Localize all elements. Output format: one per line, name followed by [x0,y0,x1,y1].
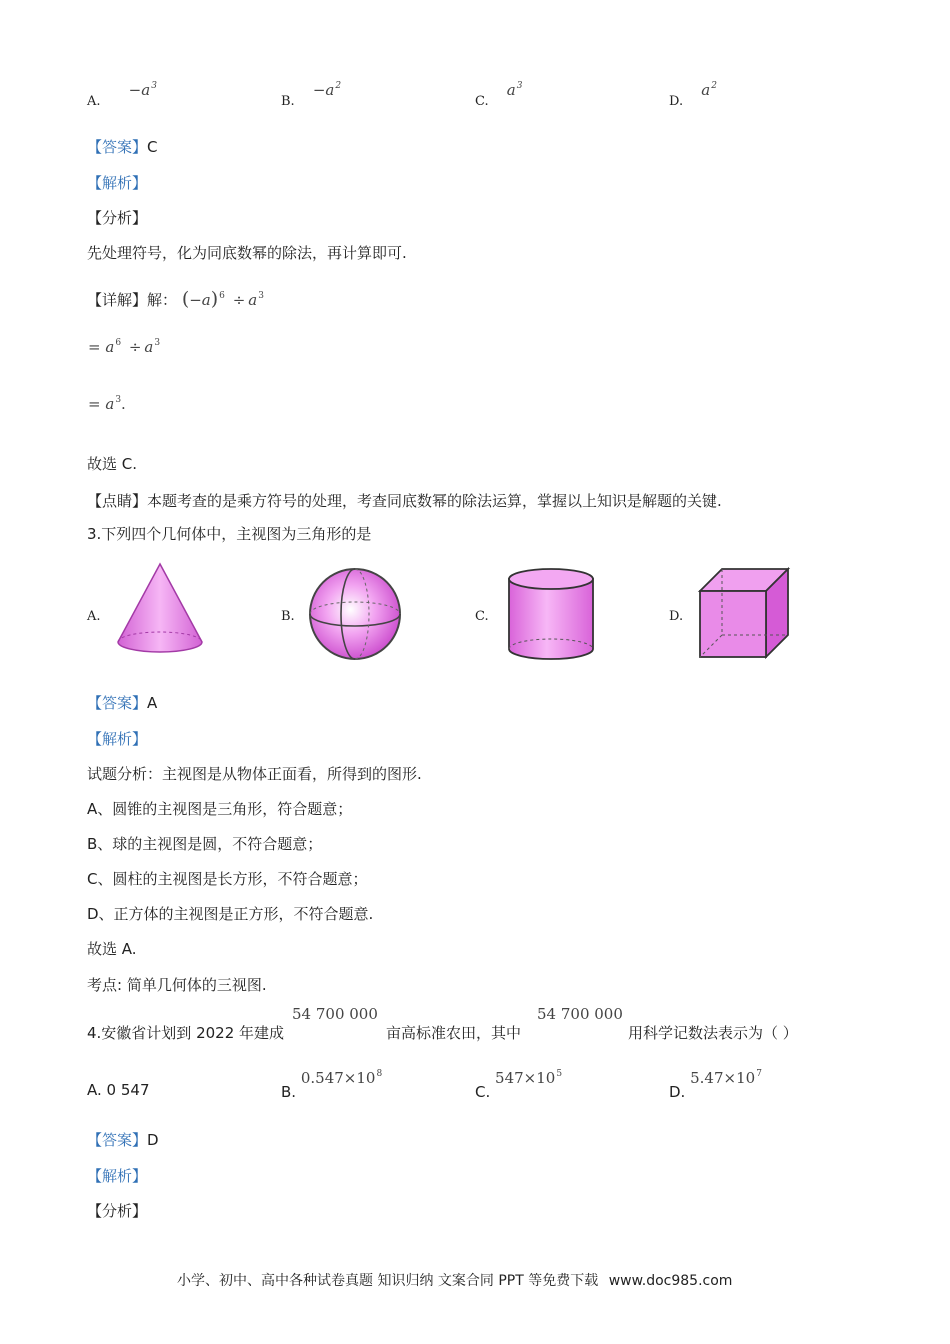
formula-step1: $(-a)^6 \div a^3$ [181,288,264,310]
q3-jiexi-tag: 【解析】 [87,730,148,748]
q3-option-c-label: C. [475,609,489,624]
answer-tag: 【答案】 [87,694,148,712]
q4-question-part2: 亩高标准农田，其中 [386,1024,522,1042]
q4-jiexi-tag: 【解析】 [87,1167,148,1185]
cylinder-figure [505,565,597,663]
formula-step3: = $a^3$. [88,395,126,413]
q2-option-b: B. $-a^2$ [281,81,342,109]
q4-answer-line [87,1129,159,1150]
q4-option-c: C. $547\times 10^5$ [475,1069,563,1101]
q2-xiangjie-line: 【详解】解： $(-a)^6 \div a^3$ [87,288,264,310]
answer-value: C [147,138,158,156]
q4-option-b: B. $0.547\times 10^8$ [281,1069,383,1101]
q3-option-d-label: D. [669,609,684,624]
footer-text: 小学、初中、高中各种试卷真题 知识归纳 文案合同 PPT 等免费下载 [177,1273,599,1289]
answer-value: D [147,1131,159,1149]
answer-tag: 【答案】 [87,1131,148,1149]
footer-link[interactable]: www.doc985.com [608,1273,733,1289]
q3-line-1: 试题分析：主视图是从物体正面看，所得到的图形. [87,765,422,783]
q3-line-7: 考点: 简单几何体的三视图. [87,976,267,994]
q3-answer-line [87,692,157,713]
q4-option-a: A. 0 547 [87,1081,150,1099]
q3-question: 3.下列四个几何体中，主视图为三角形的是 [87,525,372,543]
sphere-figure [306,565,404,663]
q3-line-5: D、正方体的主视图是正方形，不符合题意. [87,905,374,923]
q3-line-3: B、球的主视图是圆，不符合题意； [87,835,323,853]
q4-number-2: 54 700 000 [537,1005,623,1023]
q4-option-d: D. $5.47\times 10^7$ [669,1069,762,1101]
cone-figure [112,560,208,656]
formula-step2: = $a^6 \div a^3$ [88,338,161,356]
cube-figure [696,565,792,661]
q3-line-6: 故选 A. [87,940,137,958]
q4-number-1: 54 700 000 [292,1005,378,1023]
q2-fenxi-text: 先处理符号，化为同底数幂的除法，再计算即可. [87,244,407,262]
q2-dianjing-line: 【点睛】本题考查的是乘方符号的处理，考查同底数幂的除法运算，掌握以上知识是解题的关键. [87,492,722,510]
q2-fenxi-tag: 【分析】 [87,209,148,227]
q4-question-part3: 用科学记数法表示为（ ） [628,1024,798,1042]
q3-option-a-label: A. [87,609,101,624]
q2-option-d: D. $a^2$ [669,81,717,109]
q3-line-2: A、圆锥的主视图是三角形，符合题意； [87,800,353,818]
q2-conclusion: 故选 C. [87,455,138,473]
q2-jiexi-tag: 【解析】 [87,174,148,192]
q2-answer-line [87,136,158,157]
q3-option-b-label: B. [281,609,295,624]
minus-sign: − [128,81,142,99]
q3-line-4: C、圆柱的主视图是长方形，不符合题意； [87,870,368,888]
minus-sign: − [312,81,326,99]
answer-value: A [147,694,158,712]
q4-fenxi-tag: 【分析】 [87,1202,148,1220]
answer-tag: 【答案】 [87,138,148,156]
q2-option-a: A. $-a^3$ [87,81,157,109]
q2-option-c: C. $a^3$ [475,81,523,109]
page-footer [177,1270,732,1290]
q4-question-part1: 4.安徽省计划到 2022 年建成 [87,1024,285,1042]
